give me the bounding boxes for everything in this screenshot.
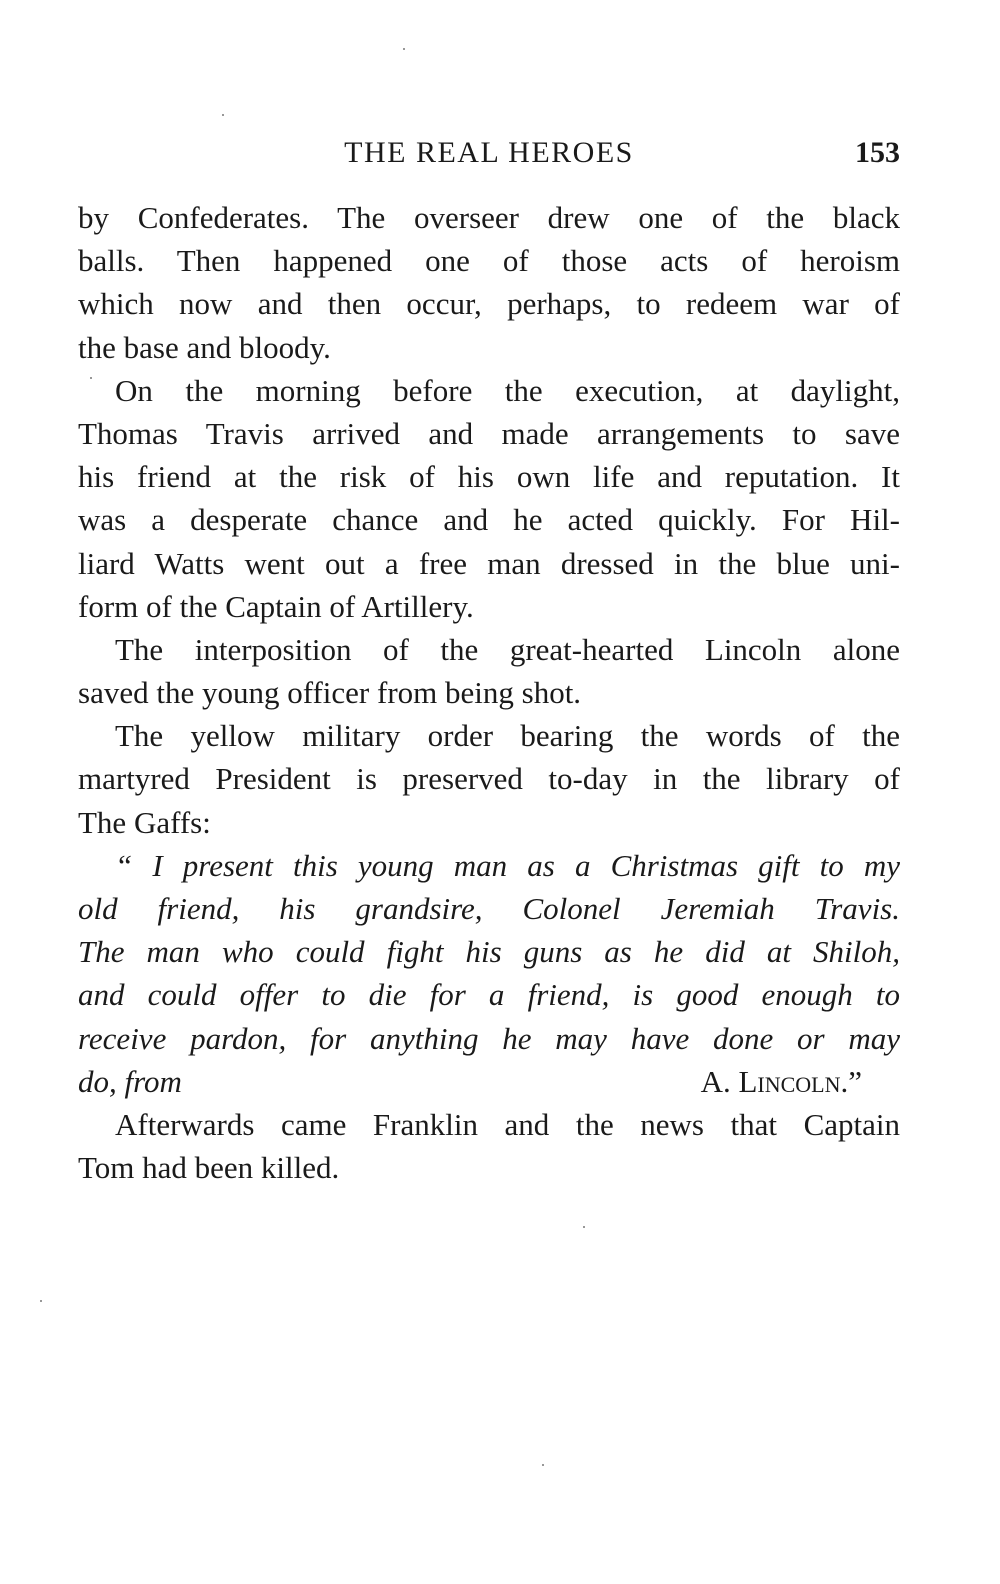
lincoln-quote — [78, 844, 900, 1103]
scan-speck — [583, 1226, 585, 1228]
text-line: Thomas Travis arrived and made arrangements to save — [78, 415, 900, 451]
text-line: liard Watts went out a free man dressed in the blue uni- — [78, 545, 900, 581]
text-line: martyred President is preserved to-day in the library of — [78, 761, 900, 797]
text-line: his friend at the risk of his own life and reputation. It — [78, 459, 900, 495]
signature: A. Lincoln.” — [700, 1063, 862, 1099]
quote-line: do, from — [78, 1063, 182, 1099]
text-line: Afterwards came Franklin and the news that Captain — [115, 1106, 900, 1142]
quote-line: The man who could fight his guns as he did at Shiloh, — [78, 934, 900, 970]
text-line: Tom had been killed. — [78, 1150, 340, 1186]
running-title: THE REAL HEROES — [344, 136, 634, 169]
quote-signature-line — [78, 1060, 900, 1103]
quote-line: old friend, his grandsire, Colonel Jeremiah Travis. — [78, 891, 900, 926]
text-line: The interposition of the great-hearted Lincoln alone — [115, 631, 900, 667]
text-line: which now and then occur, perhaps, to redeem war of — [78, 286, 900, 322]
text-line: The Gaffs: — [78, 804, 211, 840]
quote-line: and could offer to die for a friend, is good enough to — [78, 977, 900, 1013]
scan-speck — [40, 1300, 42, 1302]
paragraph-3 — [78, 628, 900, 714]
paragraph-4 — [78, 714, 900, 844]
text-line: saved the young officer from being shot. — [78, 675, 582, 711]
body-text — [78, 196, 900, 1189]
text-line: On the morning before the execution, at daylight, — [115, 372, 900, 408]
text-line: by Confederates. The overseer drew one of the black — [78, 200, 900, 235]
scan-speck — [222, 114, 224, 116]
text-line: the base and bloody. — [78, 329, 331, 365]
quote-line: receive pardon, for anything he may have done or may — [78, 1020, 900, 1056]
paragraph-1 — [78, 196, 900, 369]
running-head — [78, 131, 900, 175]
text-line: was a desperate chance and he acted quickly. For Hil- — [78, 502, 900, 538]
paragraph-2 — [78, 369, 900, 628]
scan-speck — [403, 48, 405, 50]
paragraph-5 — [78, 1103, 900, 1189]
quote-line: “ I present this young man as a Christmas gift to my — [115, 847, 900, 883]
scan-speck — [542, 1464, 544, 1466]
scan-speck — [90, 377, 92, 379]
text-line: form of the Captain of Artillery. — [78, 588, 474, 624]
page-number: 153 — [855, 136, 900, 169]
text-line: The yellow military order bearing the words of the — [115, 718, 900, 754]
text-line: balls. Then happened one of those acts of heroism — [78, 243, 900, 279]
